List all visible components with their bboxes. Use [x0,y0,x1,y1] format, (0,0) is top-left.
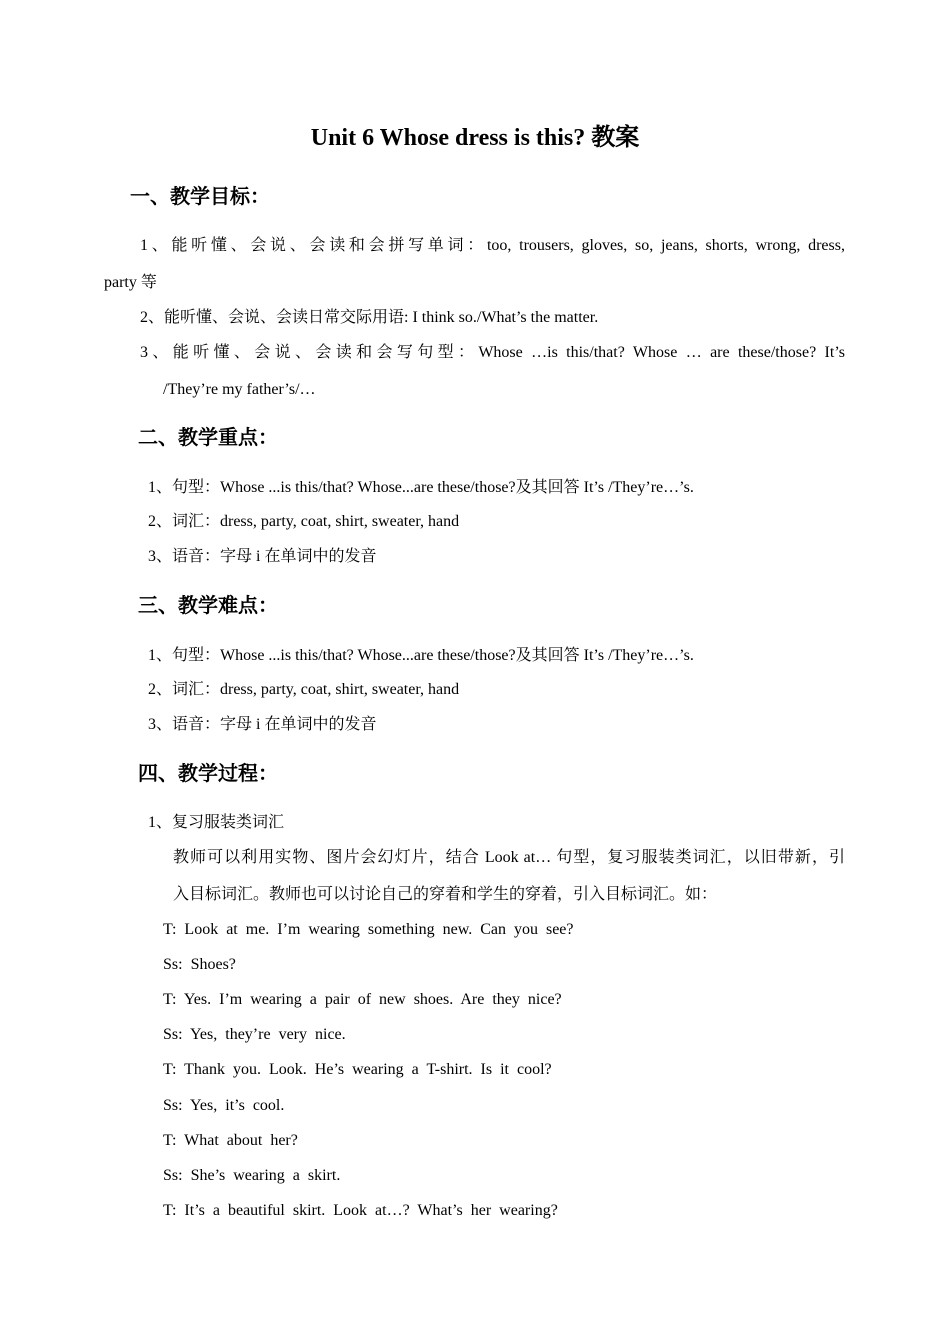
section-heading: 四、教学过程： [138,763,278,785]
paragraph-line: 3、语音：字母 i 在单词中的发音 [148,548,377,565]
paragraph-line: 教师可以利用实物、图片会幻灯片，结合 Look at… 句型，复习服装类词汇，以旧带新，引 [173,849,845,866]
paragraph-line: 2、能听懂、会说、会读日常交际用语: I think so./What’s the matter. [140,309,599,326]
section-heading: 二、教学重点： [138,427,278,449]
dialogue-line: Ss: Yes, they’re very nice. [163,1026,346,1043]
paragraph-line: 1、复习服装类词汇 [148,814,285,831]
dialogue-line: T: What about her? [163,1132,298,1149]
dialogue-line: T: Yes. I’m wearing a pair of new shoes. Are they nice? [163,991,562,1008]
paragraph-line: party 等 [104,274,157,291]
dialogue-line: Ss: Yes, it’s cool. [163,1097,285,1114]
dialogue-line: T: It’s a beautiful skirt. Look at…? What’s her wearing? [163,1202,558,1219]
paragraph-line: 3、能听懂、会说、会读和会写句型：Whose …is this/that? Whose … are these/those? It’s [140,344,845,361]
paragraph-line: 1、句型：Whose ...is this/that? Whose...are these/those?及其回答 It’s /They’re…’s. [148,479,694,496]
dialogue-line: Ss: She’s wearing a skirt. [163,1167,341,1184]
dialogue-line: T: Thank you. Look. He’s wearing a T-shirt. Is it cool? [163,1061,552,1078]
paragraph-line: 2、词汇：dress, party, coat, shirt, sweater, hand [148,681,460,698]
paragraph-line: 1、能听懂、会说、会读和会拼写单词：too, trousers, gloves, so, jeans, shorts, wrong, dress, [140,237,845,254]
dialogue-line: Ss: Shoes? [163,956,236,973]
paragraph-line: 2、词汇：dress, party, coat, shirt, sweater, hand [148,513,460,530]
section-heading: 三、教学难点： [138,595,278,617]
page-title: Unit 6 Whose dress is this? 教案 [310,125,640,151]
paragraph-line: 1、句型：Whose ...is this/that? Whose...are these/those?及其回答 It’s /They’re…’s. [148,647,694,664]
section-heading: 一、教学目标： [130,186,270,208]
paragraph-line: 3、语音：字母 i 在单词中的发音 [148,716,377,733]
paragraph-line: /They’re my father’s/… [163,381,316,398]
dialogue-line: T: Look at me. I’m wearing something new. Can you see? [163,921,574,938]
paragraph-line: 入目标词汇。教师也可以讨论自己的穿着和学生的穿着，引入目标词汇。如： [173,886,718,903]
